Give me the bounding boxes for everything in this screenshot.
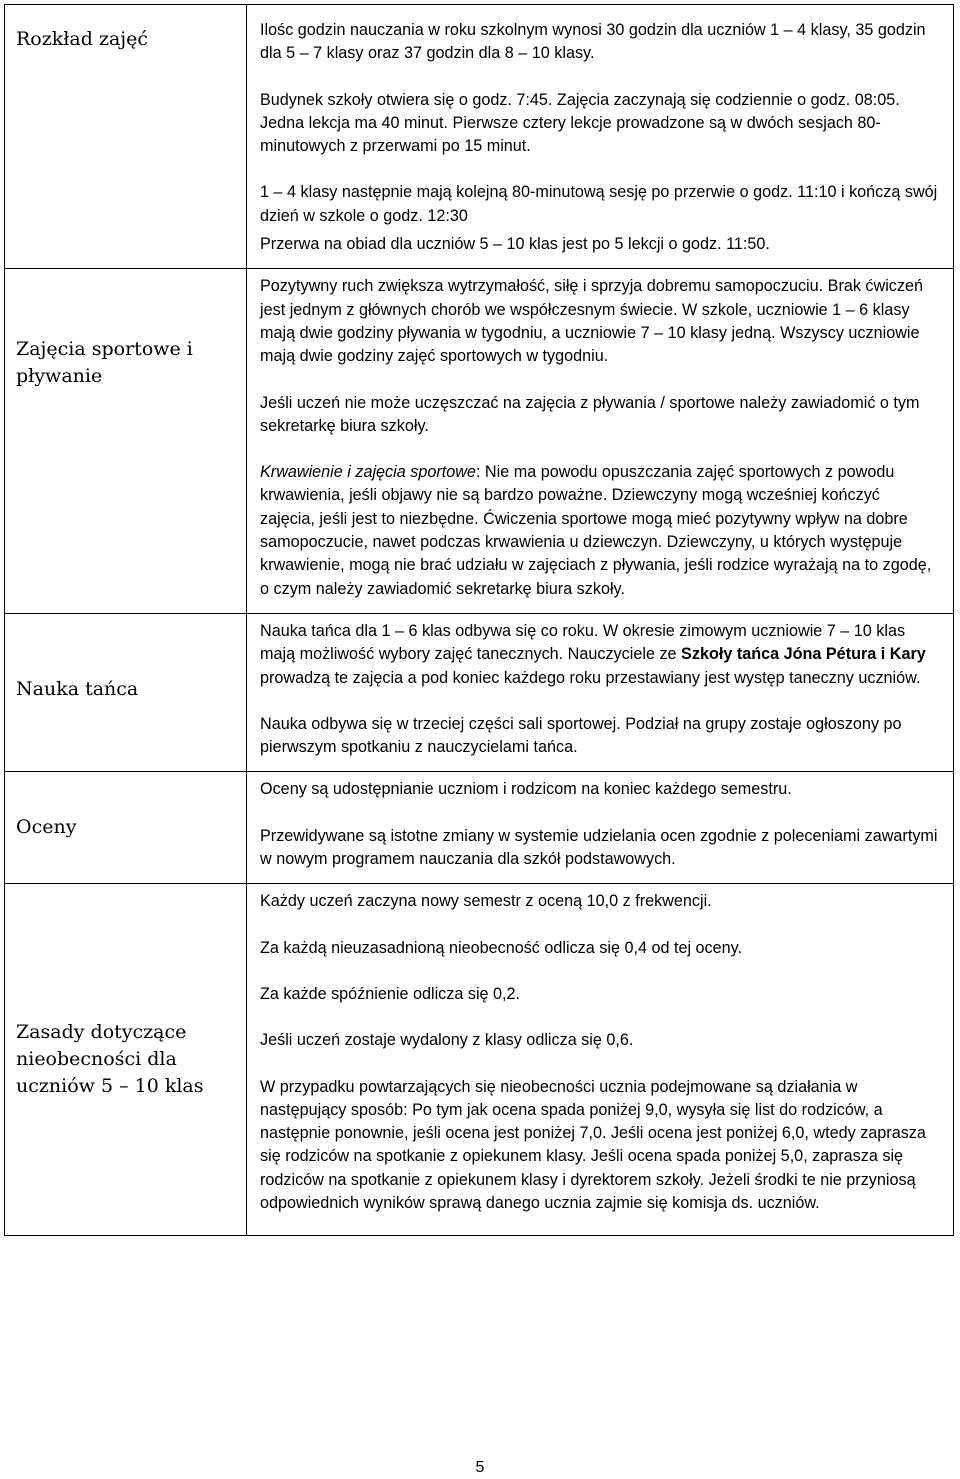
absence-content (247, 884, 954, 1236)
absence-paragraph: Każdy uczeń zaczyna nowy semestr z oceną 10,0 z frekwencji. (260, 892, 712, 911)
page-number: 5 (475, 1459, 485, 1476)
absence-paragraph: Za każdą nieuzasadnioną nieobecność odlicza się 0,4 od tej oceny. (260, 938, 743, 957)
schedule-content (247, 5, 954, 269)
sports-content (247, 269, 954, 614)
sports-label: Zajęcia sportowe i pływanie (5, 269, 247, 614)
absence-paragraph: W przypadku powtarzających się nieobecności ucznia podejmowane są działania w następujący sposób: Po tym jak ocena spada poniżej 9,0, wysyła się list do rodziców, a następnie ponownie, jeśli ocena jest poniżej 7,0. Jeśli ocena jest poniżej 6,0, wtedy zaprasza się rodziców na spotkanie z opiekunem klasy. Jeśli ocena spada poniżej 5,0, zaprasza się rodziców na spotkanie z opiekunem klasy i dyrektorem szkoły. Jeżeli środki te nie przyniosą odpowiednich wyników sprawą danego ucznia zajmie się komisja ds. uczniów. (260, 1077, 926, 1212)
row-schedule (5, 5, 954, 269)
schedule-paragraph: 1 – 4 klasy następnie mają kolejną 80-minutową sesję po przerwie o godz. 11:10 i kończą swój dzień w szkole o godz. 12:30 (260, 183, 938, 225)
schedule-paragraph: Przerwa na obiad dla uczniów 5 – 10 klas jest po 5 lekcji o godz. 11:50. (260, 235, 770, 254)
sports-paragraph: Pozytywny ruch zwiększa wytrzymałość, siłę i sprzyja dobremu samopoczuciu. Brak ćwiczeń jest jednym z głównych chorób we współczesnym świecie. W szkole, uczniowie 1 – 6 klasy mają dwie godziny pływania w tygodniu, a uczniowie 7 – 10 klasy jedną. Wszyscy uczniowie mają dwie godziny zajęć sportowych w tygodniu. (260, 277, 923, 366)
grades-paragraph: Przewidywane są istotne zmiany w systemie udzielania ocen zgodnie z poleceniami zawartymi w nowym programem nauczania dla szkół podstawowych. (260, 826, 938, 869)
row-grades (5, 772, 954, 884)
dance-text-after: prowadzą te zajęcia a pod koniec każdego roku przestawiany jest występ taneczny uczniów. (260, 668, 921, 687)
schedule-paragraph: Budynek szkoły otwiera się o godz. 7:45. Zajęcia zaczynają się codziennie o godz. 08:05. Jedna lekcja ma 40 minut. Pierwsze cztery lekcje prowadzone są w dwóch sesjach 80-minutowych z przerwami po 15 minut. (260, 90, 900, 156)
info-table (4, 4, 954, 1236)
grades-label: Oceny (5, 772, 247, 884)
dance-paragraph: Nauka odbywa się w trzeciej części sali sportowej. Podział na grupy zostaje ogłoszony po pierwszym spotkaniu z nauczycielami tańca. (260, 714, 902, 757)
absence-paragraph: Za każde spóźnienie odlicza się 0,2. (260, 984, 521, 1003)
dance-label: Nauka tańca (5, 613, 247, 771)
row-dance (5, 613, 954, 771)
absence-label: Zasady dotyczące nieobecności dla uczniów 5 – 10 klas (5, 884, 247, 1236)
dance-paragraph (260, 620, 939, 690)
dance-text-before: Nauka tańca dla 1 – 6 klas odbywa się co roku. W okresie zimowym uczniowie 7 – 10 klas mają możliwość wybory zajęć tanecznych. Nauczyciele ze (260, 621, 906, 664)
absence-paragraph: Jeśli uczeń zostaje wydalony z klasy odlicza się 0,6. (260, 1031, 634, 1050)
row-absence (5, 884, 954, 1236)
schedule-label: Rozkład zajęć (5, 5, 247, 269)
grades-paragraph: Oceny są udostępnianie uczniom i rodzicom na koniec każdego semestru. (260, 780, 792, 799)
dance-school-name: Szkoły tańca Jóna Pétura i Kary (681, 645, 926, 664)
sports-bleeding-paragraph (260, 461, 939, 601)
row-sports (5, 269, 954, 614)
sports-paragraph: Jeśli uczeń nie może uczęszczać na zajęcia z pływania / sportowe należy zawiadomić o tym sekretarkę biura szkoły. (260, 393, 920, 435)
bleeding-text: : Nie ma powodu opuszczania zajęć sportowych z powodu krwawienia, jeśli objawy nie są bardzo poważne. Dziewczyny mogą wcześniej kończyć zajęcia, jeśli jest to niezbędne. Ćwiczenia sportowe mogą mieć pozytywny wpływ na dobre samopoczucie, nawet podczas krwawienia u dziewczyn. Dziewczyny, u których występuje krwawienie, mogą nie brać udziału w zajęciach z pływania, jeśli rodzice wyrażają na to zgodę, o czym należy zawiadomić sekretarkę biura szkoły. (260, 463, 932, 598)
schedule-paragraph: Ilośc godzin nauczania w roku szkolnym wynosi 30 godzin dla uczniów 1 – 4 klasy, 35 godzin dla 5 – 7 klasy oraz 37 godzin dla 8 – 10 klasy. (260, 21, 926, 63)
bleeding-heading: Krwawienie i zajęcia sportowe (260, 463, 476, 482)
dance-content (247, 613, 954, 771)
grades-content (247, 772, 954, 884)
